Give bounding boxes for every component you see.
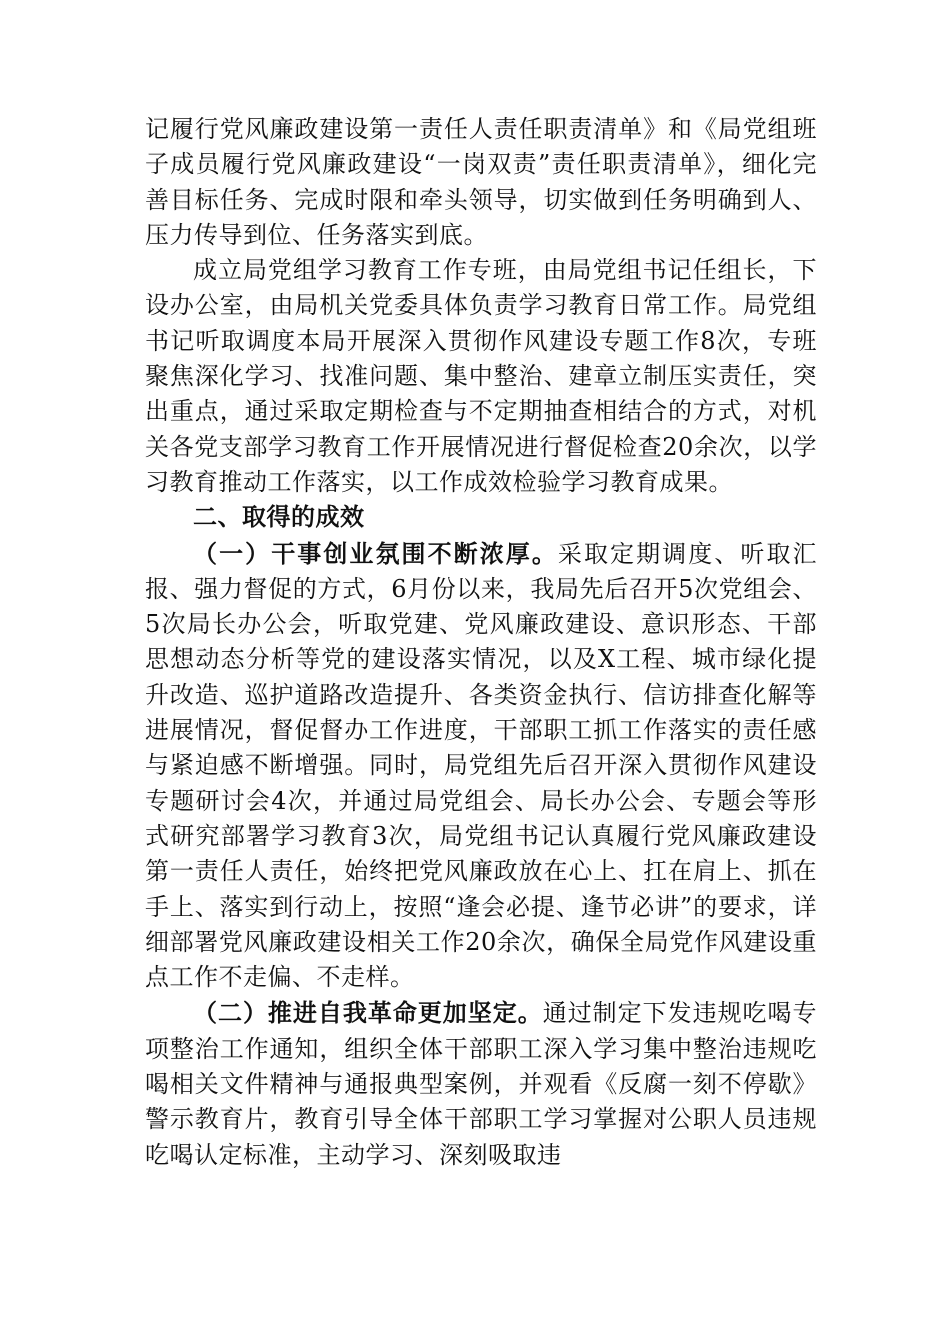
paragraph-lead: （一）干事创业氛围不断浓厚。 — [193, 538, 558, 568]
paragraph-text: 采取定期调度、听取汇报、强力督促的方式，6月份以来，我局先后召开5次党组会、5次局长办公会，听取党建、党风廉政建设、意识形态、干部思想动态分析等党的建设落实情况，以及X工程、城市绿化提升改造、巡护道路改造提升、各类资金执行、信访排查化解等进展情况，督促督办工作进度，干部职工抓工作落实的责任感与紧迫感不断增强。同时，局党组先后召开深入贯彻作风建设专题研讨会4次，并通过局党组会、局长办公会、专题会等形式研究部署学习教育3次，局党组书记认真履行党风廉政建设第一责任人责任，始终把党风廉政放在心上、扛在肩上、抓在手上、落实到行动上，按照“逢会必提、逢节必讲”的要求，详细部署党风廉政建设相关工作20余次，确保全局党作风建设重点工作不走偏、不走样。 — [145, 539, 818, 992]
document-body — [145, 112, 817, 1173]
paragraph-achievement-1 — [145, 536, 817, 996]
section-heading-achievements: 二、取得的成效 — [193, 503, 365, 532]
paragraph-lead: （二）推进自我革命更加坚定。 — [193, 998, 543, 1028]
paragraph-continuation — [145, 112, 817, 253]
paragraph-text: 记履行党风廉政建设第一责任人责任职责清单》和《局党组班子成员履行党风廉政建设“一岗双责”责任职责清单》，细化完善目标任务、完成时限和牵头领导，切实做到任务明确到人、压力传导到位、任务落实到底。 — [145, 115, 817, 249]
paragraph-achievement-2 — [145, 995, 817, 1172]
paragraph-task-force — [145, 253, 817, 500]
paragraph-text: 通过制定下发违规吃喝专项整治工作通知，组织全体干部职工深入学习集中整治违规吃喝相关文件精神与通报典型案例，并观看《反腐一刻不停歇》警示教育片，教育引导全体干部职工学习掌握对公职人员违规吃喝认定标准，主动学习、深刻吸取违 — [145, 999, 818, 1169]
paragraph-text: 成立局党组学习教育工作专班，由局党组书记任组长，下设办公室，由局机关党委具体负责学习教育日常工作。局党组书记听取调度本局开展深入贯彻作风建设专题工作8次，专班聚焦深化学习、找准问题、集中整治、建章立制压实责任，突出重点，通过采取定期检查与不定期抽查相结合的方式，对机关各党支部学习教育工作开展情况进行督促检查20余次，以学习教育推动工作落实，以工作成效检验学习教育成果。 — [145, 256, 817, 496]
